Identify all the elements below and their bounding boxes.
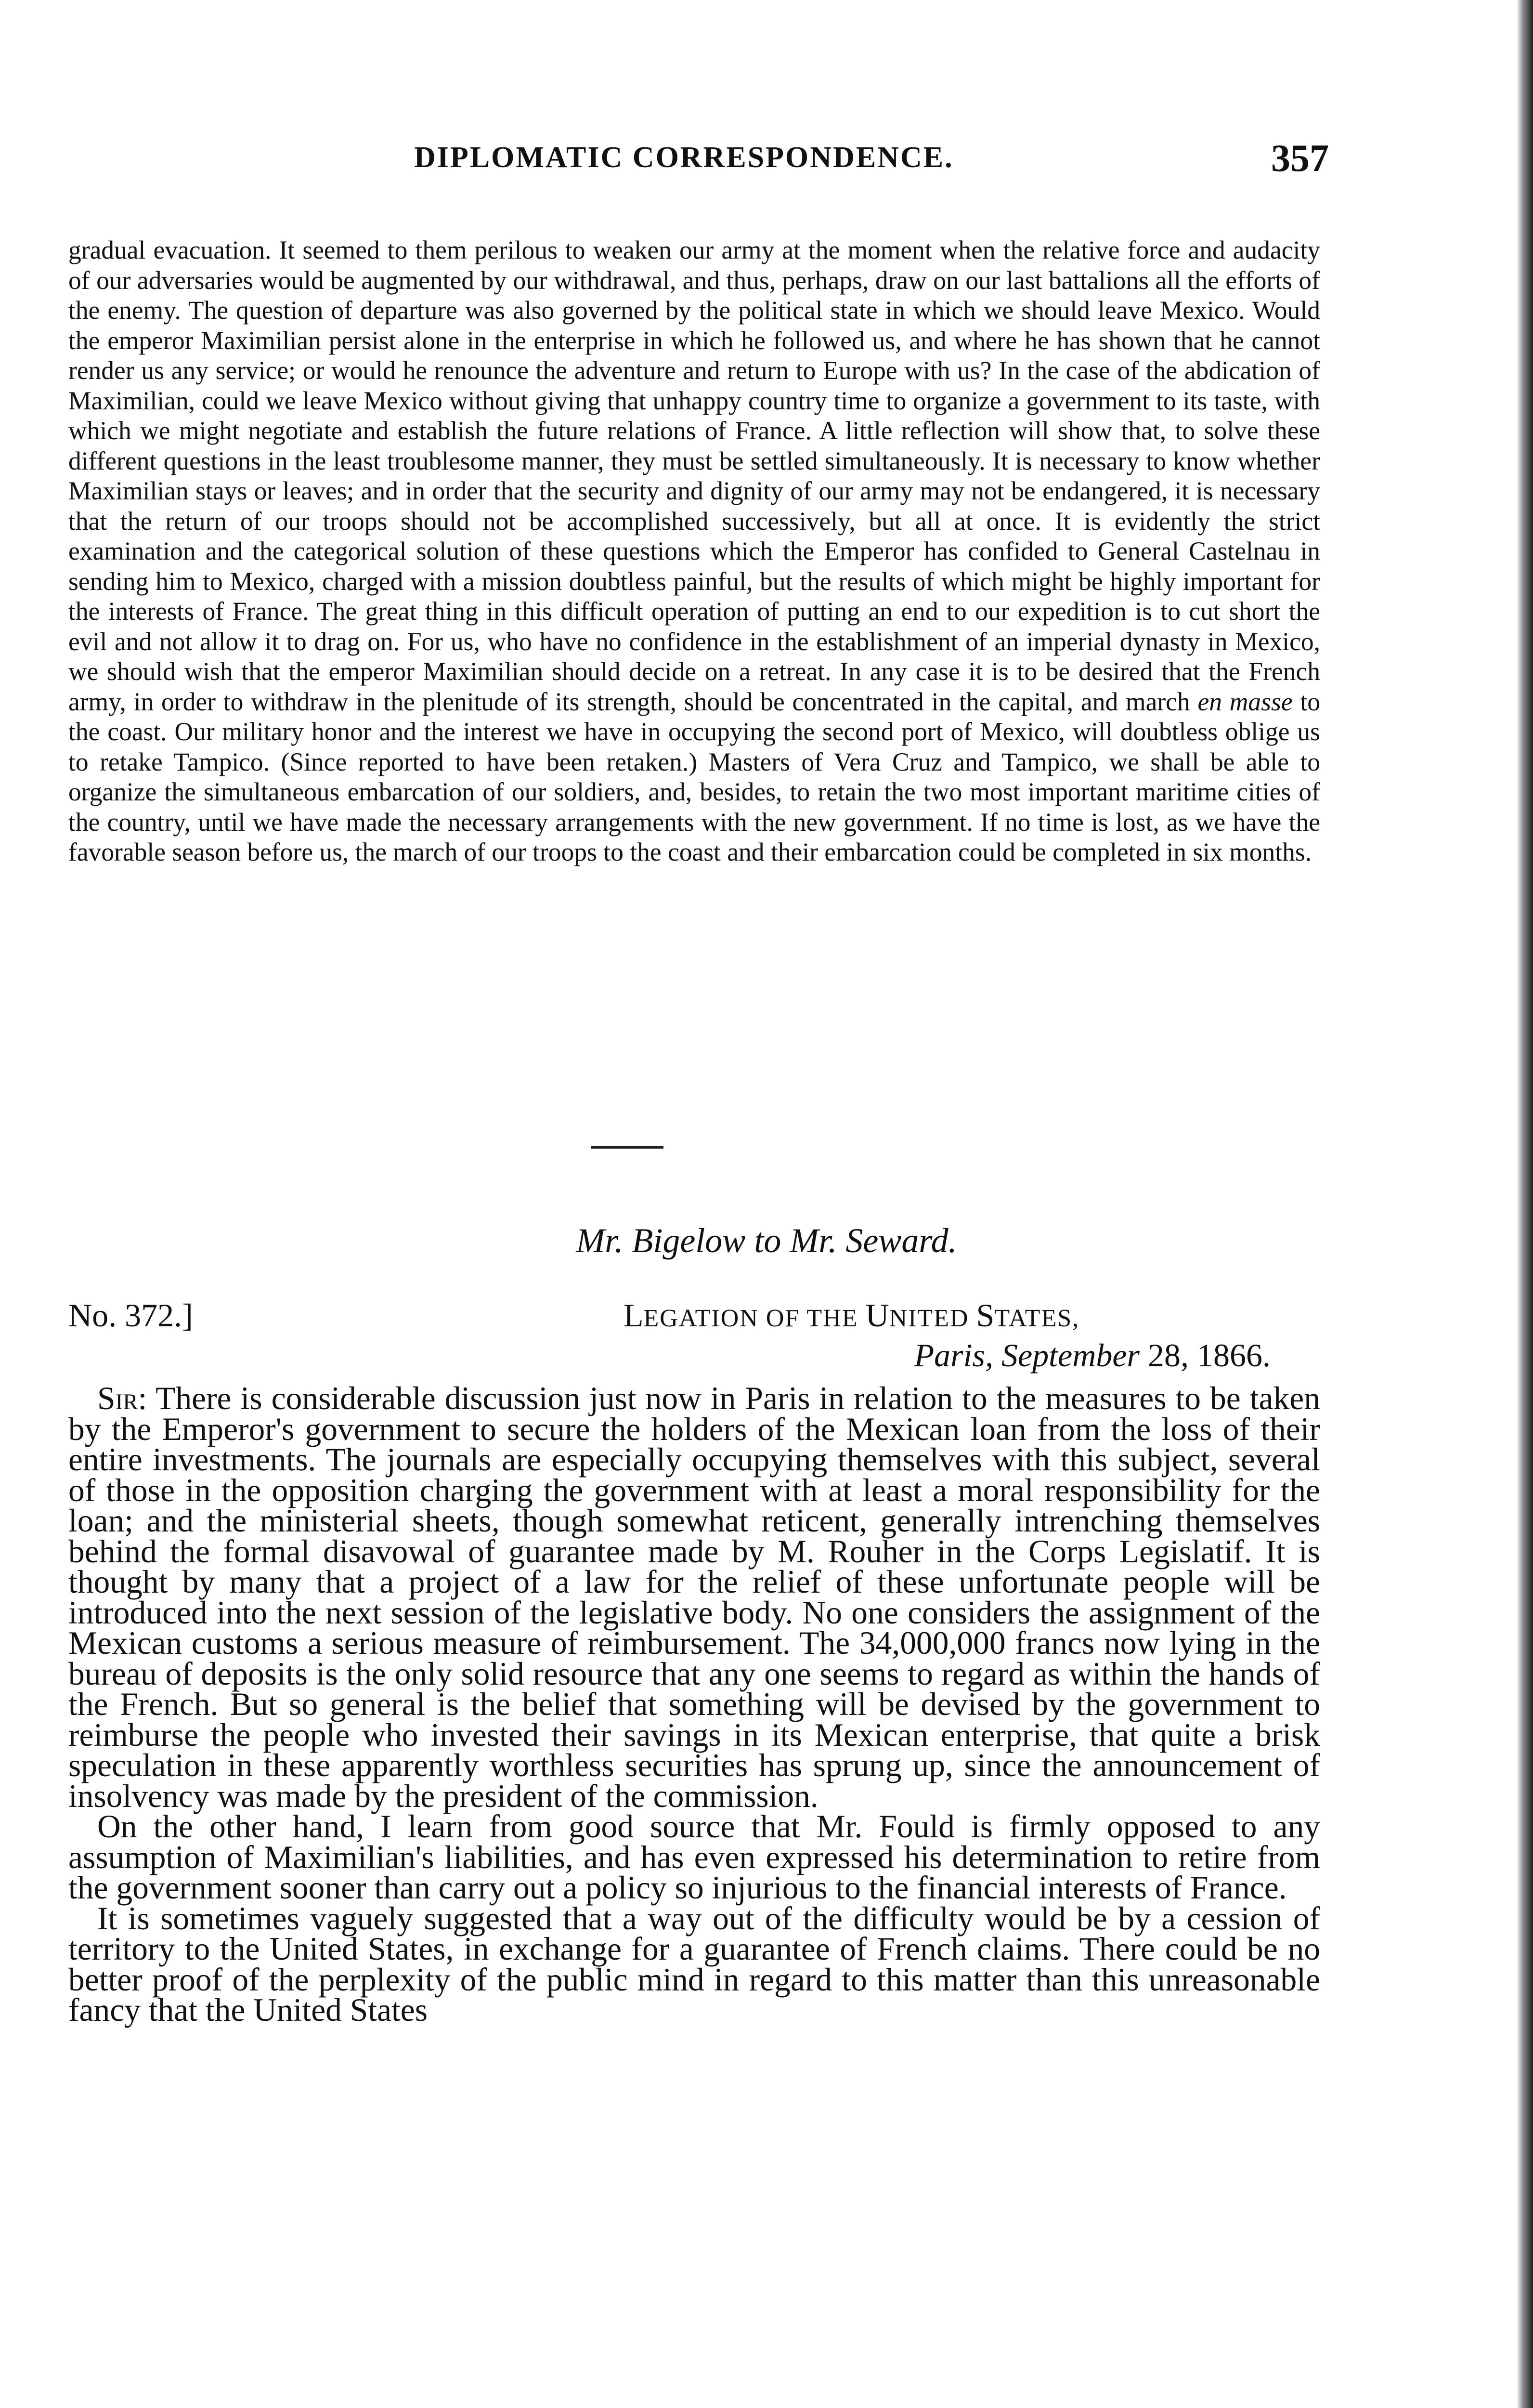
continued-text-part2: to the coast. Our military honor and the interest we have in occupying the second port of Mexico, will doubtless oblige us to retake Tampico. (Since reported to have been retaken.) Masters of Vera Cruz and Tampico, we shall be able to organize the simultaneous embarcation of our soldiers, and, besides, to retain the two most important maritime cities of the country, until we have made the necessary arrangements with the new government. If no time is lost, as we have the favorable season before us, the march of our troops to the coast and their embarcation could be completed in six months. xyxy=(68,687,1321,866)
italic-phrase: en masse xyxy=(1197,687,1293,716)
legation-cap-l: L xyxy=(624,1297,644,1334)
letter-body xyxy=(68,1380,1320,2028)
dateline-date: 28, 1866. xyxy=(1148,1337,1271,1374)
continued-text-part1: gradual evacuation. It seemed to them perilous to weaken our army at the moment when the relative force and audacity of our adversaries would be augmented by our withdrawal, and thus, perhaps, draw on our last battalions all the efforts of the enemy. The question of departure was also governed by the political state in which we should leave Mexico. Would the emperor Maximilian persist alone in the enterprise in which he followed us, and where he has shown that he cannot render us any service; or would he renounce the adventure and return to Europe with us? In the case of the abdication of Maximilian, could we leave Mexico without giving that unhappy country time to organize a government to its taste, with which we might negotiate and establish the future relations of France. A little reflection will show that, to solve these different questions in the least troublesome manner, they must be settled simultaneously. It is necessary to know whether Maximilian stays or leaves; and in order that the security and dignity of our army may not be endangered, it is necessary that the return of our troops should not be accomplished successively, but all at once. It is evidently the strict examination and the categorical solution of these questions which the Emperor has confided to General Castelnau in sending him to Mexico, charged with a mission doubtless painful, but the results of which might be highly important for the interests of France. The great thing in this difficult operation of putting an end to our expedition is to cut short the evil and not allow it to drag on. For us, who have no confidence in the establishment of an imperial dynasty in Mexico, we should wish that the emperor Maximilian should decide on a retreat. In any case it is to be desired that the French army, in order to withdraw in the plenitude of its strength, should be concentrated in the capital, and march xyxy=(68,236,1320,716)
legation-text-1: EGATION OF THE xyxy=(643,1305,866,1332)
legation-cap-s: S xyxy=(976,1297,995,1334)
legation-text-2: NITED xyxy=(889,1305,976,1332)
legation-text-3: TATES, xyxy=(994,1305,1080,1332)
letter-paragraph-1 xyxy=(68,1380,1320,1814)
page-number: 357 xyxy=(1271,137,1329,180)
legation-cap-u: U xyxy=(865,1297,889,1334)
running-head-title: DIPLOMATIC CORRESPONDENCE. xyxy=(414,141,954,174)
continued-text-block xyxy=(68,235,1320,867)
salutation: Sir xyxy=(97,1380,138,1416)
letter-paragraph-3: It is sometimes vaguely suggested that a way out of the difficulty would be by a cession of territory to the United States, in exchange for a guarantee of French claims. There could be no better proof of the perplexity of the public mind in regard to this matter than this unreasonable fancy that the United States xyxy=(68,1900,1320,2028)
dateline xyxy=(914,1336,1271,1374)
letter-heading: Mr. Bigelow to Mr. Seward. xyxy=(576,1221,957,1260)
continued-paragraph xyxy=(68,235,1320,867)
letter-number: No. 372.] xyxy=(68,1297,193,1334)
dateline-place: Paris, September xyxy=(914,1337,1140,1374)
letter-paragraph-2: On the other hand, I learn from good source that Mr. Fould is firmly opposed to any assumption of Maximilian's liabilities, and has even expressed his determination to retire from the government sooner than carry out a policy so injurious to the financial interests of France. xyxy=(68,1808,1320,1906)
legation-line xyxy=(624,1296,1079,1335)
section-divider xyxy=(591,1146,663,1149)
page-edge-shadow xyxy=(1517,0,1533,2408)
paragraph-1-text: : There is considerable discussion just now in Paris in relation to the measures to be taken by the Emperor's government to secure the holders of the Mexican loan from the loss of their entire investments. The journals are especially occupying themselves with this subject, several of those in the opposition charging the government with at least a moral responsibility for the loan; and the ministerial sheets, though somewhat reticent, generally intrenching themselves behind the formal disavowal of guarantee made by M. Rouher in the Corps Legislatif. It is thought by many that a project of a law for the relief of these unfortunate people will be introduced into the next session of the legislative body. No one considers the assignment of the Mexican customs a serious measure of reimbursement. The 34,000,000 francs now lying in the bureau of deposits is the only solid resource that any one seems to regard as within the hands of the French. But so general is the belief that something will be devised by the government to reimburse the people who invested their savings in its Mexican enterprise, that quite a brisk speculation in these apparently worthless securities has sprung up, since the announcement of insolvency was made by the president of the commission. xyxy=(68,1380,1320,1814)
running-head xyxy=(72,137,1329,189)
